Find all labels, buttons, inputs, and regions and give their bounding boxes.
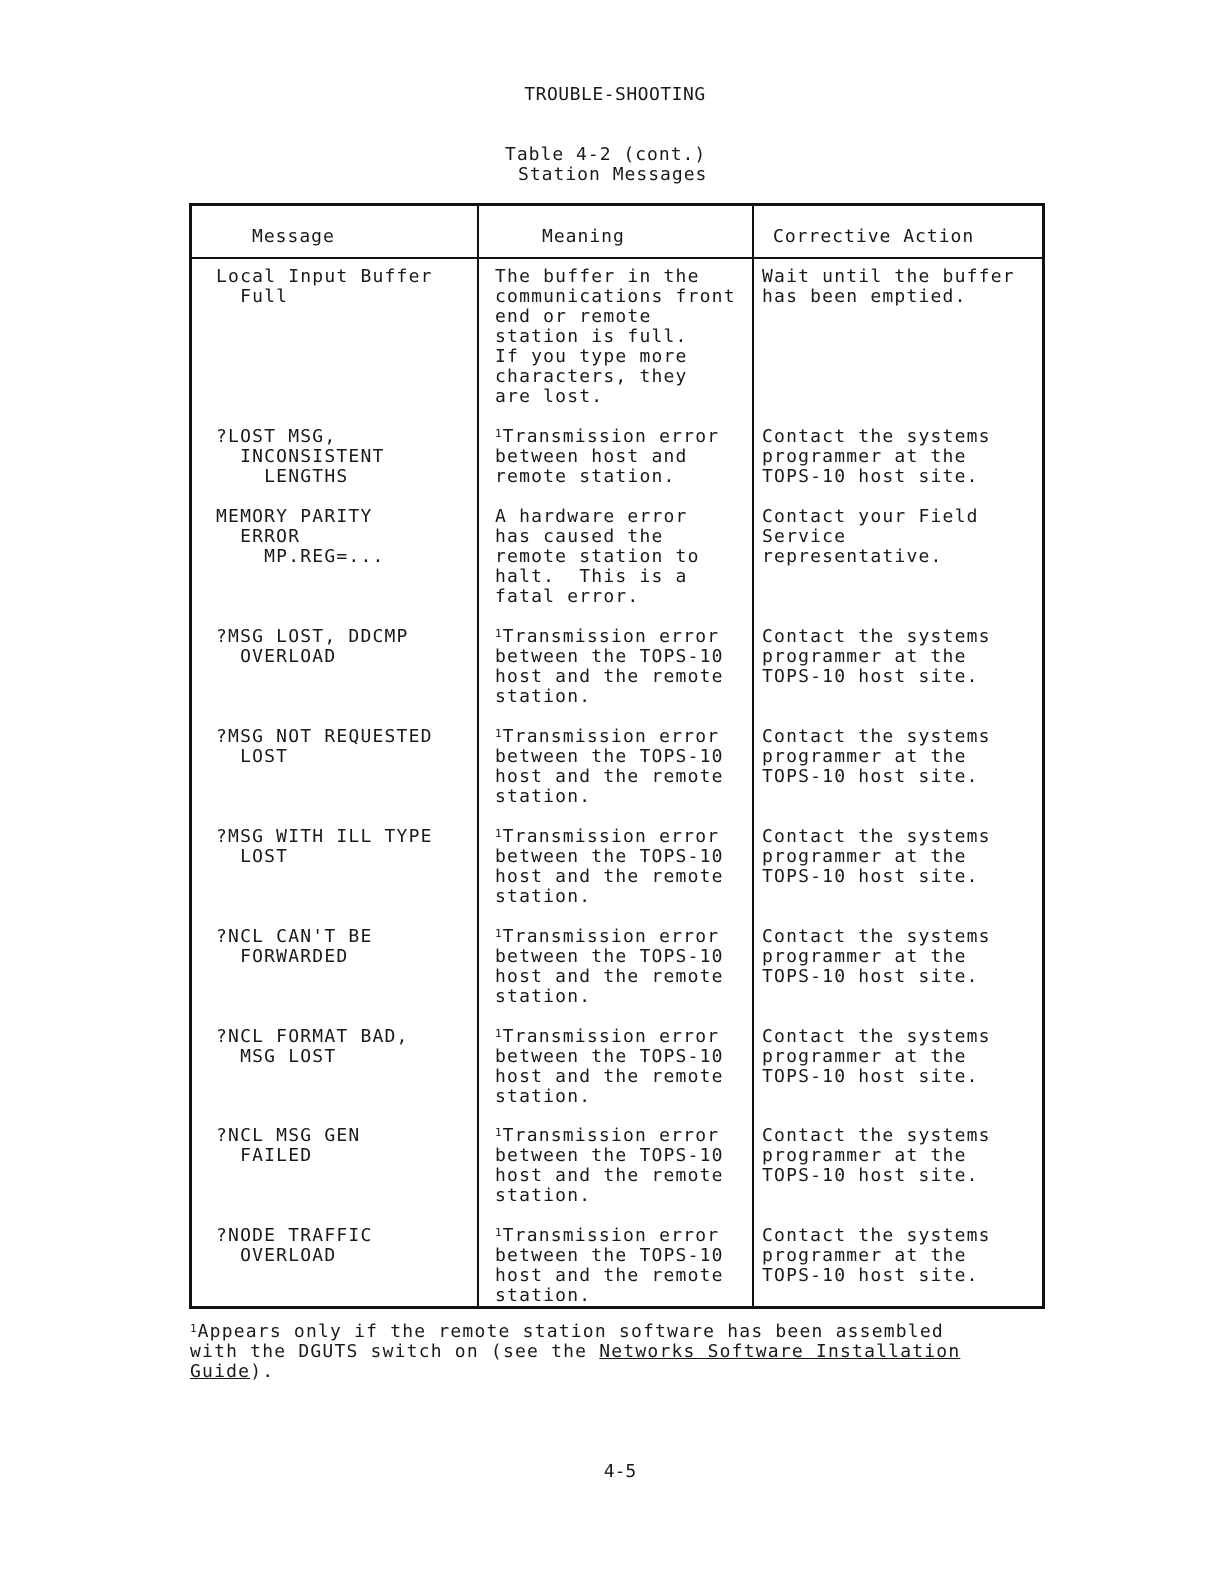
page-number: 4-5 — [603, 1461, 637, 1482]
corrective-action-cell-text: Contact the systems programmer at the TOPS-10 host site. — [762, 1125, 991, 1186]
message-cell — [216, 267, 433, 307]
message-cell — [216, 727, 433, 767]
message-cell — [216, 627, 409, 667]
message-cell-text: ?NODE TRAFFIC OVERLOAD — [216, 1225, 373, 1266]
message-cell-text: ?NCL FORMAT BAD, MSG LOST — [216, 1026, 409, 1067]
table-title-line1: Table 4-2 (cont.) — [505, 144, 707, 165]
meaning-cell-text: Transmission error between the TOPS-10 host and the remote station. — [495, 1026, 724, 1107]
meaning-cell — [495, 727, 724, 807]
footnote-marker: 1 — [495, 427, 502, 440]
corrective-action-cell-text: Contact the systems programmer at the TOPS-10 host site. — [762, 426, 991, 487]
column-divider — [477, 206, 479, 1306]
footnote-text-end: ). — [250, 1361, 275, 1382]
corrective-action-cell-text: Contact the systems programmer at the TOPS-10 host site. — [762, 726, 991, 787]
corrective-action-cell — [762, 267, 1015, 307]
meaning-cell-text: The buffer in the communications front end or remote station is full. If you type more characters, they are lost. — [495, 266, 736, 407]
station-messages-table — [189, 203, 1045, 1309]
corrective-action-cell — [762, 727, 991, 787]
footnote-marker: 1 — [495, 927, 502, 940]
meaning-cell — [495, 1027, 724, 1107]
table-title-line2: Station Messages — [518, 164, 708, 185]
footnote — [190, 1322, 1000, 1382]
corrective-action-cell-text: Wait until the buffer has been emptied. — [762, 266, 1015, 307]
message-cell-text: Local Input Buffer Full — [216, 266, 433, 307]
message-cell-text: ?MSG WITH ILL TYPE LOST — [216, 826, 433, 867]
meaning-cell-text: Transmission error between the TOPS-10 host and the remote station. — [495, 1225, 724, 1306]
message-cell — [216, 1126, 360, 1166]
message-cell-text: ?LOST MSG, INCONSISTENT LENGTHS — [216, 426, 385, 487]
corrective-action-cell — [762, 1226, 991, 1286]
corrective-action-cell — [762, 427, 991, 487]
corrective-action-cell-text: Contact your Field Service representative. — [762, 506, 979, 567]
footnote-marker: 1 — [495, 1027, 502, 1040]
message-cell — [216, 427, 385, 487]
corrective-action-cell — [762, 627, 991, 687]
meaning-cell-text: Transmission error between the TOPS-10 host and the remote station. — [495, 726, 724, 807]
footnote-marker: 1 — [495, 1126, 502, 1139]
message-cell — [216, 507, 385, 567]
meaning-cell — [495, 927, 724, 1007]
section-header: TROUBLE-SHOOTING — [524, 84, 706, 105]
message-cell-text: ?MSG NOT REQUESTED LOST — [216, 726, 433, 767]
column-header-corrective-action: Corrective Action — [773, 226, 975, 247]
meaning-cell — [495, 1126, 724, 1206]
footnote-marker: 1 — [495, 827, 502, 840]
message-cell — [216, 1226, 372, 1266]
corrective-action-cell-text: Contact the systems programmer at the TOPS-10 host site. — [762, 626, 991, 687]
meaning-cell — [495, 1226, 724, 1306]
corrective-action-cell — [762, 927, 991, 987]
table-title — [505, 145, 707, 185]
footnote-text: Appears only if the remote station software has been assembled with the DGUTS switch on (see the — [190, 1321, 944, 1362]
meaning-cell-text: Transmission error between host and remote station. — [495, 426, 720, 487]
column-header-meaning: Meaning — [542, 226, 625, 247]
footnote-marker: 1 — [495, 727, 502, 740]
column-divider — [752, 206, 754, 1306]
corrective-action-cell-text: Contact the systems programmer at the TOPS-10 host site. — [762, 926, 991, 987]
corrective-action-cell-text: Contact the systems programmer at the TOPS-10 host site. — [762, 1225, 991, 1286]
meaning-cell — [495, 267, 736, 407]
meaning-cell-text: Transmission error between the TOPS-10 host and the remote station. — [495, 826, 724, 907]
meaning-cell — [495, 427, 719, 487]
meaning-cell-text: Transmission error between the TOPS-10 host and the remote station. — [495, 926, 724, 1007]
meaning-cell — [495, 627, 724, 707]
corrective-action-cell — [762, 827, 991, 887]
header-divider — [192, 257, 1042, 259]
footnote-reference-title: Networks Software Installation Guide — [190, 1341, 961, 1382]
meaning-cell — [495, 827, 724, 907]
corrective-action-cell-text: Contact the systems programmer at the TOPS-10 host site. — [762, 826, 991, 887]
footnote-marker: 1 — [495, 1226, 502, 1239]
meaning-cell — [495, 507, 700, 607]
corrective-action-cell — [762, 1027, 991, 1087]
message-cell-text: ?MSG LOST, DDCMP OVERLOAD — [216, 626, 409, 667]
column-header-message: Message — [252, 226, 335, 247]
message-cell-text: MEMORY PARITY ERROR MP.REG=... — [216, 506, 385, 567]
meaning-cell-text: Transmission error between the TOPS-10 host and the remote station. — [495, 1125, 724, 1206]
message-cell-text: ?NCL CAN'T BE FORWARDED — [216, 926, 373, 967]
meaning-cell-text: A hardware error has caused the remote station to halt. This is a fatal error. — [495, 506, 700, 607]
footnote-marker: 1 — [190, 1322, 197, 1335]
footnote-marker: 1 — [495, 627, 502, 640]
message-cell — [216, 1027, 409, 1067]
corrective-action-cell-text: Contact the systems programmer at the TOPS-10 host site. — [762, 1026, 991, 1087]
message-cell — [216, 827, 433, 867]
message-cell — [216, 927, 372, 967]
corrective-action-cell — [762, 507, 979, 567]
meaning-cell-text: Transmission error between the TOPS-10 host and the remote station. — [495, 626, 724, 707]
corrective-action-cell — [762, 1126, 991, 1186]
message-cell-text: ?NCL MSG GEN FAILED — [216, 1125, 361, 1166]
